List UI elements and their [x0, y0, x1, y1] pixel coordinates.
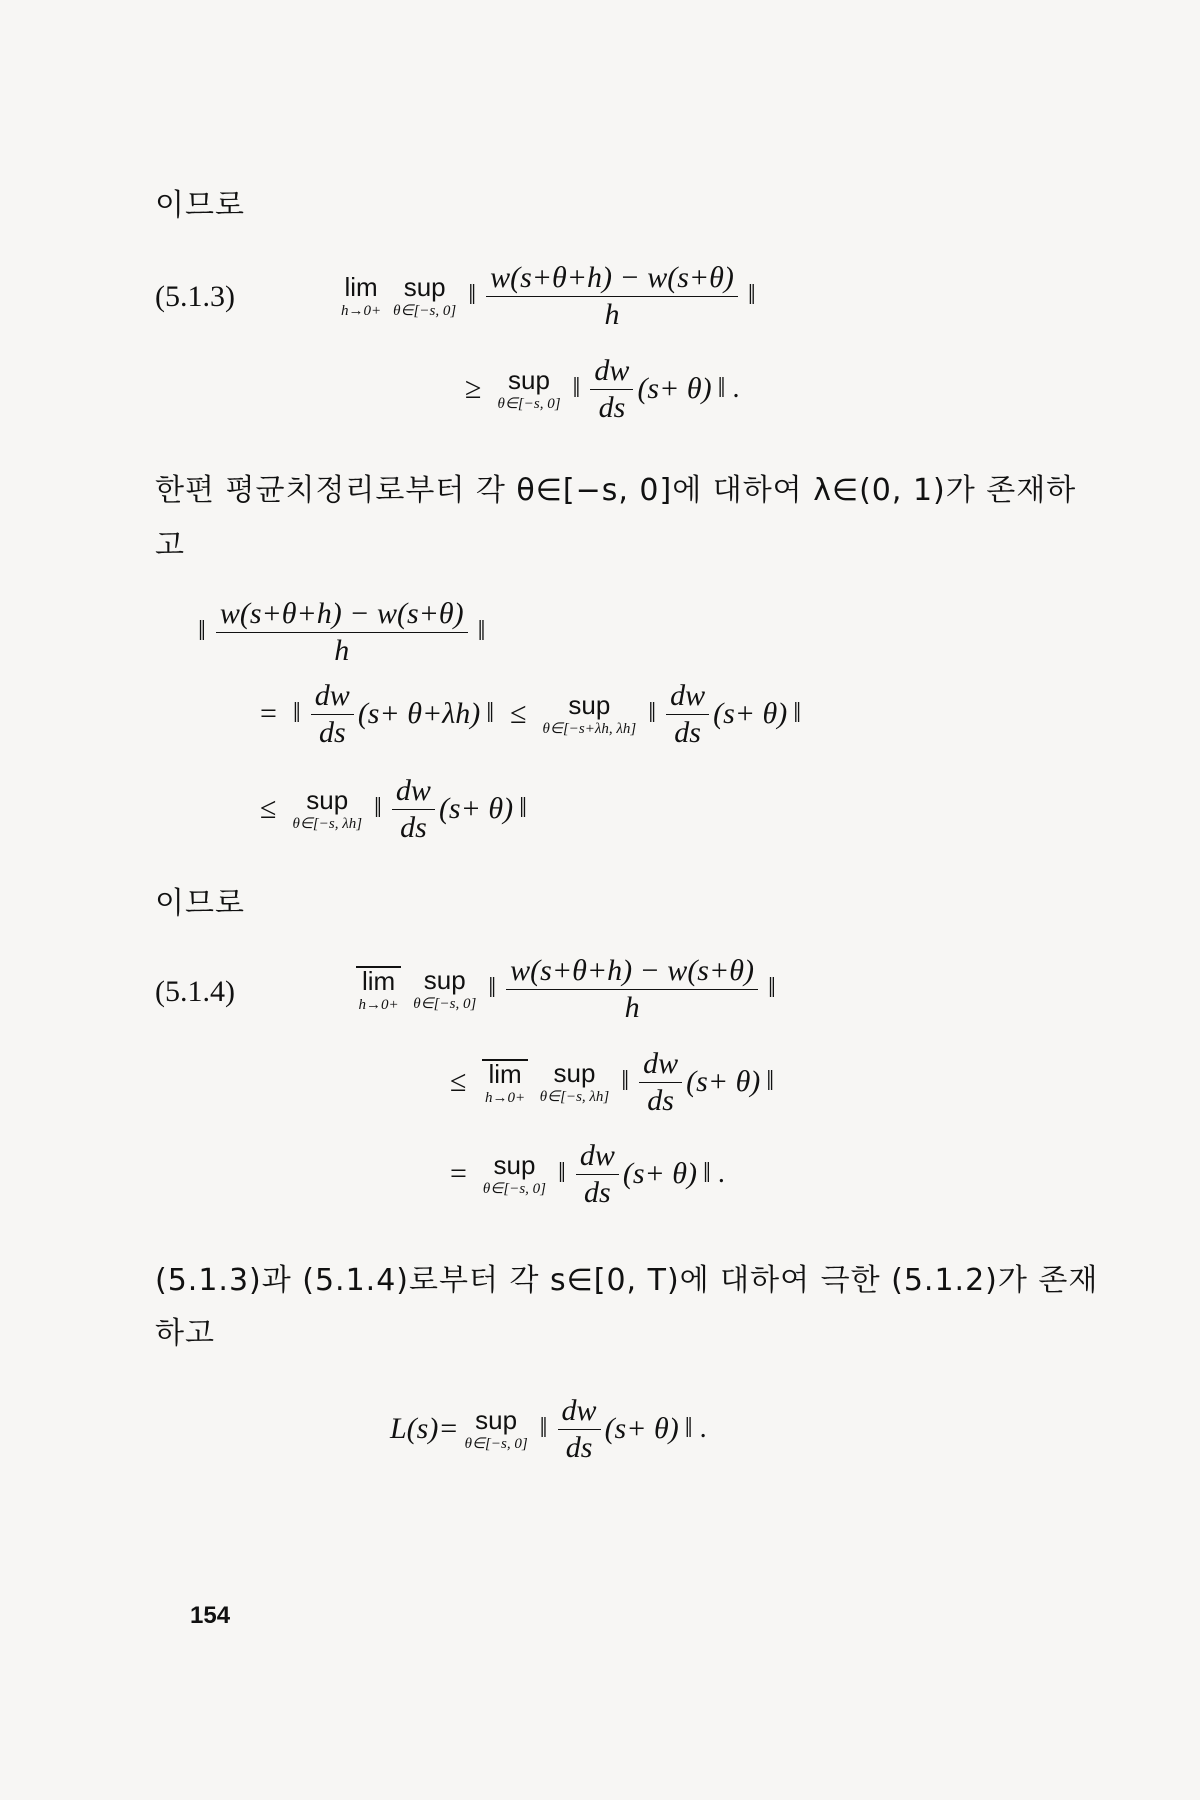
sup-operator [413, 964, 477, 1012]
derivative-fraction [576, 1140, 619, 1208]
sup-label: sup [475, 1404, 518, 1435]
norm-close: ‖ [477, 616, 486, 647]
text-imeuro-1: 이므로 [155, 188, 245, 223]
sup-label: sup [568, 689, 611, 720]
difference-quotient [506, 955, 758, 1023]
limsup-label: lim [356, 966, 401, 994]
norm-close: ‖ [793, 698, 802, 729]
limsup-label: lim [482, 1059, 527, 1087]
norm-close: ‖ [486, 698, 495, 729]
paragraph-2-line-2: 하고 [155, 1316, 215, 1351]
limsup-subscript: h→0+ [485, 1089, 526, 1106]
sup-operator [292, 784, 363, 832]
derivative-denominator: ds [674, 715, 701, 749]
difference-numerator: w(s+θ+h) − w(s+θ) [486, 262, 738, 297]
norm-open: ‖ [539, 1413, 548, 1444]
sup-operator [497, 364, 561, 412]
le-sign: ≤ [510, 697, 527, 730]
norm-open: ‖ [374, 793, 382, 824]
norm-close-dot: ‖ . [684, 1413, 707, 1444]
limsup-subscript: h→0+ [358, 996, 399, 1013]
equation-bound-line [250, 775, 533, 843]
sup-subscript: θ∈[−s+λh, λh] [542, 720, 637, 737]
norm-close-dot: ‖ . [703, 1158, 725, 1189]
sup-operator [482, 1149, 546, 1197]
norm-open: ‖ [292, 698, 301, 729]
derivative-fraction [311, 680, 354, 748]
norm-open: ‖ [198, 616, 206, 647]
norm-open: ‖ [648, 698, 657, 729]
derivative-numerator: dw [639, 1048, 682, 1083]
sup-subscript: θ∈[−s, 0] [413, 995, 477, 1012]
derivative-denominator: ds [584, 1175, 611, 1209]
sup-subscript: θ∈[−s, λh] [539, 1088, 610, 1105]
derivative-argument: (s+ θ) [637, 372, 712, 405]
equals-sign: = [450, 1157, 467, 1190]
derivative-argument: (s+ θ) [686, 1065, 761, 1098]
sup-label: sup [403, 271, 446, 302]
equals-sign: = [260, 697, 277, 730]
sup-label: sup [306, 784, 349, 815]
difference-numerator: w(s+θ+h) − w(s+θ) [506, 955, 758, 990]
equation-5-1-3-line2 [455, 355, 745, 423]
norm-close: ‖ [767, 973, 776, 1004]
sup-operator [539, 1057, 610, 1105]
limsup-operator [356, 966, 401, 1013]
derivative-denominator: ds [565, 1430, 593, 1464]
lim-subscript: h→0+ [341, 302, 382, 319]
sup-label: sup [493, 1149, 536, 1180]
derivative-numerator: dw [558, 1395, 601, 1430]
derivative-argument: (s+ θ) [622, 1157, 698, 1190]
equation-5-1-3-line1 [335, 262, 762, 330]
derivative-argument: (s+ θ) [438, 792, 514, 825]
difference-numerator: w(s+θ+h) − w(s+θ) [216, 598, 468, 633]
sup-subscript: θ∈[−s, 0] [464, 1435, 528, 1452]
derivative-fraction [558, 1395, 601, 1463]
derivative-numerator: dw [576, 1140, 619, 1175]
derivative-numerator: dw [590, 355, 633, 390]
norm-close: ‖ [747, 280, 756, 311]
norm-close: ‖ [519, 793, 527, 824]
norm-open: ‖ [558, 1158, 566, 1189]
equation-norm-difference [192, 598, 492, 666]
norm-open: ‖ [572, 373, 581, 404]
equation-L-definition [390, 1395, 713, 1463]
lim-label: lim [344, 271, 378, 302]
page-number: 154 [190, 1602, 231, 1629]
difference-denominator: h [604, 297, 620, 331]
derivative-denominator: ds [318, 715, 346, 749]
derivative-fraction [392, 775, 435, 843]
difference-quotient [216, 598, 468, 666]
derivative-numerator: dw [311, 680, 354, 715]
lim-operator [341, 271, 382, 319]
sup-operator [393, 271, 457, 319]
difference-quotient [486, 262, 738, 330]
paragraph-1-line-1: 한편 평균치정리로부터 각 θ∈[−s, 0]에 대하여 λ∈(0, 1)가 존재하 [155, 473, 1077, 508]
difference-denominator: h [624, 990, 640, 1024]
norm-close: ‖ [766, 1066, 775, 1097]
equation-5-1-4-line1 [350, 955, 782, 1023]
derivative-argument-lh: (s+ θ+λh) [357, 697, 481, 730]
norm-close-dot: ‖ . [717, 373, 740, 404]
derivative-fraction [639, 1048, 682, 1116]
limsup-operator [482, 1059, 527, 1106]
sup-subscript: θ∈[−s, 0] [482, 1180, 546, 1197]
derivative-argument: (s+ θ) [713, 697, 788, 730]
sup-subscript: θ∈[−s, λh] [292, 815, 363, 832]
paragraph-1-line-2: 고 [155, 528, 185, 563]
norm-open: ‖ [621, 1066, 630, 1097]
paragraph-2-line-1: (5.1.3)과 (5.1.4)로부터 각 s∈[0, T)에 대하여 극한 (5.1.2)가 존재 [155, 1263, 1099, 1298]
norm-open: ‖ [488, 973, 497, 1004]
ge-sign: ≥ [465, 372, 482, 405]
sup-subscript: θ∈[−s, 0] [497, 395, 561, 412]
derivative-numerator: dw [392, 775, 435, 810]
equation-label-5-1-4: (5.1.4) [155, 975, 235, 1008]
sup-operator [464, 1404, 528, 1452]
derivative-denominator: ds [647, 1083, 674, 1117]
sup-label: sup [423, 964, 466, 995]
derivative-denominator: ds [598, 390, 626, 424]
sup-label: sup [508, 364, 550, 395]
sup-label: sup [553, 1057, 596, 1088]
equation-5-1-4-line2 [440, 1048, 780, 1116]
derivative-numerator: dw [666, 680, 709, 715]
text-imeuro-2: 이므로 [155, 886, 245, 921]
sup-operator [542, 689, 637, 737]
derivative-argument: (s+ θ) [604, 1412, 679, 1445]
difference-denominator: h [334, 633, 350, 667]
sup-subscript: θ∈[−s, 0] [393, 302, 457, 319]
derivative-fraction [666, 680, 709, 748]
le-sign: ≤ [450, 1065, 467, 1098]
L-lhs: L(s)= [390, 1412, 459, 1445]
equation-label-5-1-3: (5.1.3) [155, 280, 235, 313]
derivative-denominator: ds [400, 810, 427, 844]
equation-mean-value-line [250, 680, 807, 748]
derivative-fraction [590, 355, 633, 423]
le-sign: ≤ [260, 792, 277, 825]
norm-open: ‖ [468, 280, 477, 311]
equation-5-1-4-line3 [440, 1140, 731, 1208]
